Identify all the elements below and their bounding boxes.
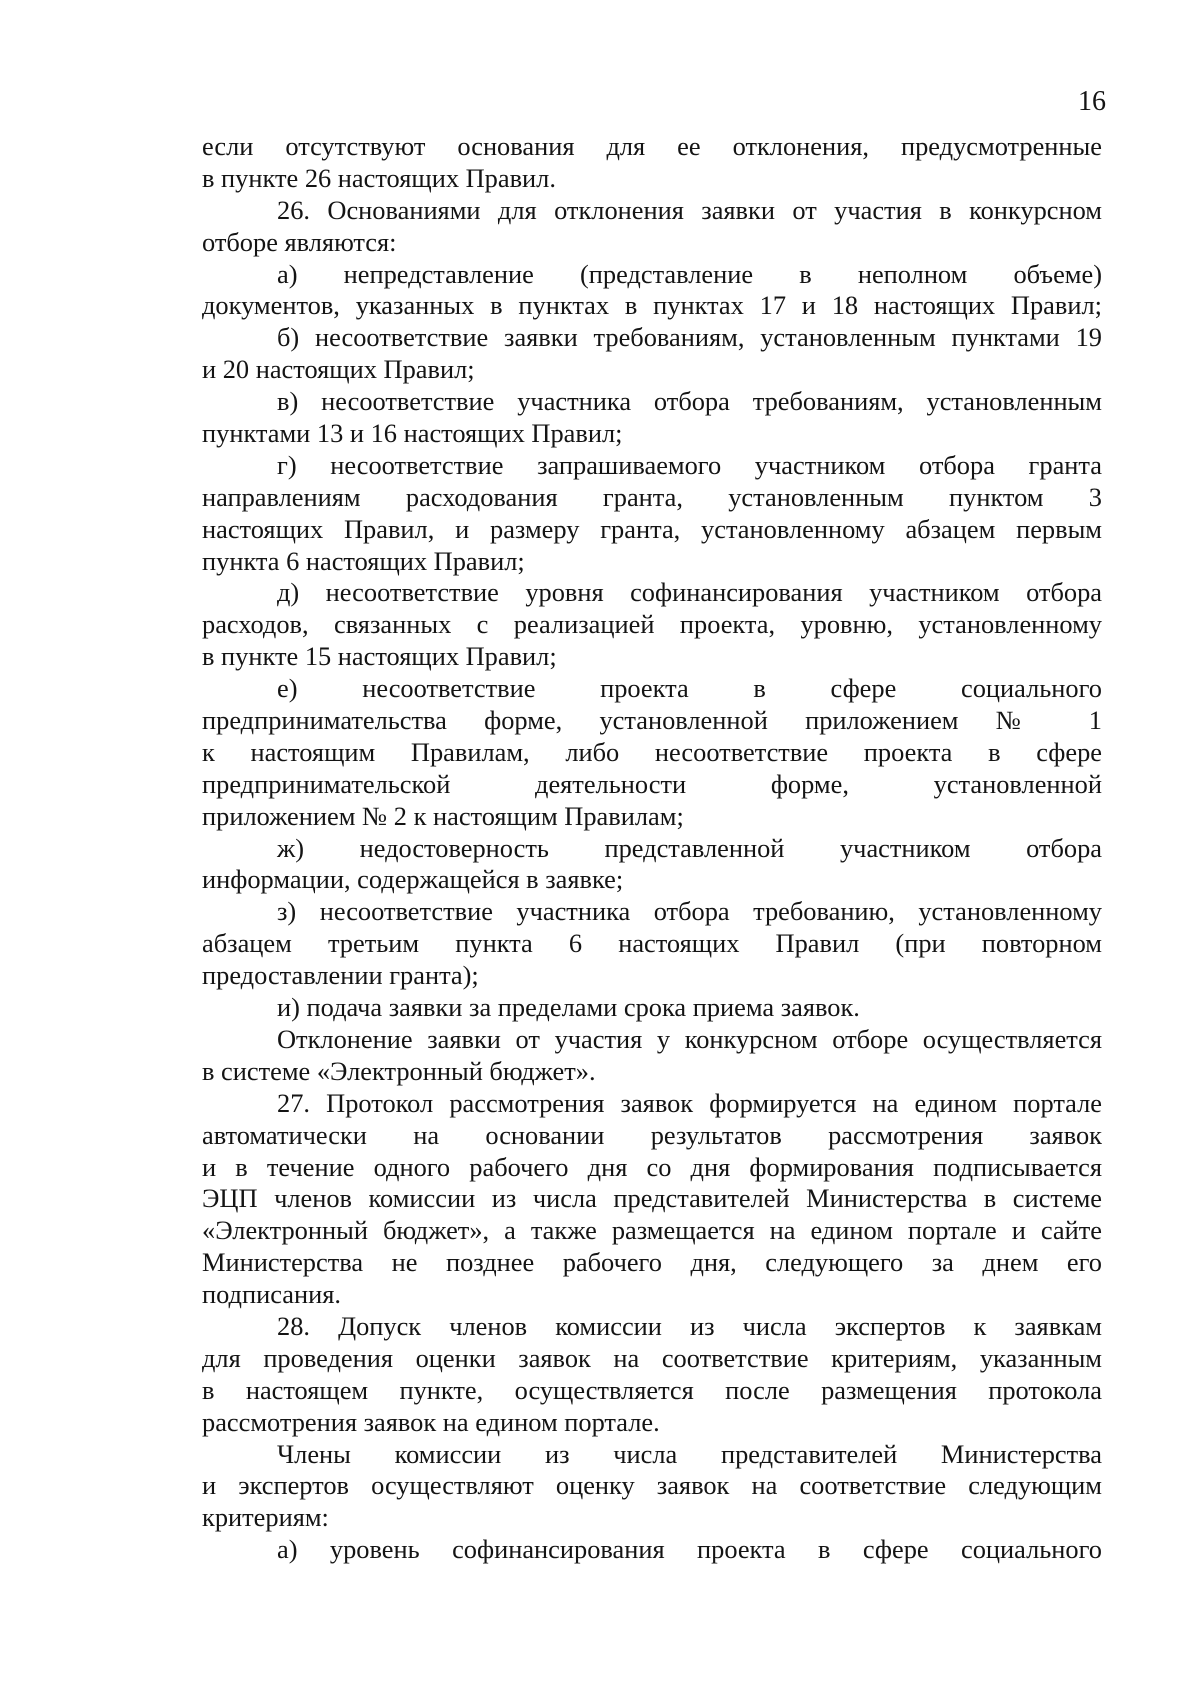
text-line: предпринимательской деятельности форме, установленной xyxy=(202,768,1102,799)
text-line: направлениям расходования гранта, установленным пунктом 3 xyxy=(202,481,1102,512)
text-line: «Электронный бюджет», а также размещается на едином портале и сайте xyxy=(202,1215,1102,1246)
text-line: в пункте 15 настоящих Правил; xyxy=(202,641,557,672)
text-line: б) несоответствие заявки требованиям, установленным пунктами 19 xyxy=(277,322,1102,353)
text-line: 26. Основаниями для отклонения заявки от участия в конкурсном xyxy=(277,194,1102,225)
text-line: и в течение одного рабочего дня со дня формирования подписывается xyxy=(202,1151,1102,1182)
text-line: и 20 настоящих Правил; xyxy=(202,354,475,385)
text-line: и) подача заявки за пределами срока приема заявок. xyxy=(277,992,860,1023)
text-line: приложением № 2 к настоящим Правилам; xyxy=(202,800,684,831)
text-line: рассмотрения заявок на едином портале. xyxy=(202,1406,660,1437)
text-line: абзацем третьим пункта 6 настоящих Правил (при повторном xyxy=(202,928,1102,959)
text-line: пунктами 13 и 16 настоящих Правил; xyxy=(202,418,623,449)
text-line: расходов, связанных с реализацией проекта, уровню, установленному xyxy=(202,609,1102,640)
text-line: в) несоответствие участника отбора требованиям, установленным xyxy=(277,386,1102,417)
text-line: 28. Допуск членов комиссии из числа экспертов к заявкам xyxy=(277,1310,1102,1341)
text-line: з) несоответствие участника отбора требованию, установленному xyxy=(277,896,1102,927)
text-line: г) несоответствие запрашиваемого участником отбора гранта xyxy=(277,449,1102,480)
text-line: и экспертов осуществляют оценку заявок на соответствие следующим xyxy=(202,1470,1102,1501)
text-line: ЭЦП членов комиссии из числа представителей Министерства в системе xyxy=(202,1183,1102,1214)
page-number: 16 xyxy=(1078,86,1106,117)
text-line: к настоящим Правилам, либо несоответствие проекта в сфере xyxy=(202,736,1102,767)
text-line: д) несоответствие уровня софинансирования участником отбора xyxy=(277,577,1102,608)
text-line: документов, указанных в пунктах в пунктах 17 и 18 настоящих Правил; xyxy=(202,290,1102,321)
text-line: 27. Протокол рассмотрения заявок формируется на едином портале xyxy=(277,1087,1102,1118)
text-line: подписания. xyxy=(202,1279,341,1310)
text-line: пункта 6 настоящих Правил; xyxy=(202,545,525,576)
text-line: в настоящем пункте, осуществляется после размещения протокола xyxy=(202,1374,1102,1405)
text-line: Министерства не позднее рабочего дня, следующего за днем его xyxy=(202,1247,1102,1278)
text-line: если отсутствуют основания для ее отклонения, предусмотренные xyxy=(202,131,1102,161)
text-line: предпринимательства форме, установленной приложением № 1 xyxy=(202,705,1102,736)
text-line: а) непредставление (представление в неполном объеме) xyxy=(277,258,1102,289)
text-line: предоставлении гранта); xyxy=(202,960,479,991)
text-line: Члены комиссии из числа представителей Министерства xyxy=(277,1438,1102,1469)
text-line: в системе «Электронный бюджет». xyxy=(202,1055,596,1086)
text-line: а) уровень софинансирования проекта в сфере социального xyxy=(277,1534,1102,1565)
text-line: для проведения оценки заявок на соответствие критериям, указанным xyxy=(202,1342,1102,1373)
text-line: ж) недостоверность представленной участником отбора xyxy=(277,832,1102,863)
text-line: автоматически на основании результатов рассмотрения заявок xyxy=(202,1119,1102,1150)
document-body xyxy=(202,131,1102,1566)
text-line: информации, содержащейся в заявке; xyxy=(202,864,624,895)
text-line: Отклонение заявки от участия у конкурсном отборе осуществляется xyxy=(277,1023,1102,1054)
text-line: настоящих Правил, и размеру гранта, установленному абзацем первым xyxy=(202,513,1102,544)
text-line: критериям: xyxy=(202,1502,329,1533)
text-line: отборе являются: xyxy=(202,226,397,257)
text-line: е) несоответствие проекта в сфере социального xyxy=(277,673,1102,704)
text-line: в пункте 26 настоящих Правил. xyxy=(202,162,556,193)
